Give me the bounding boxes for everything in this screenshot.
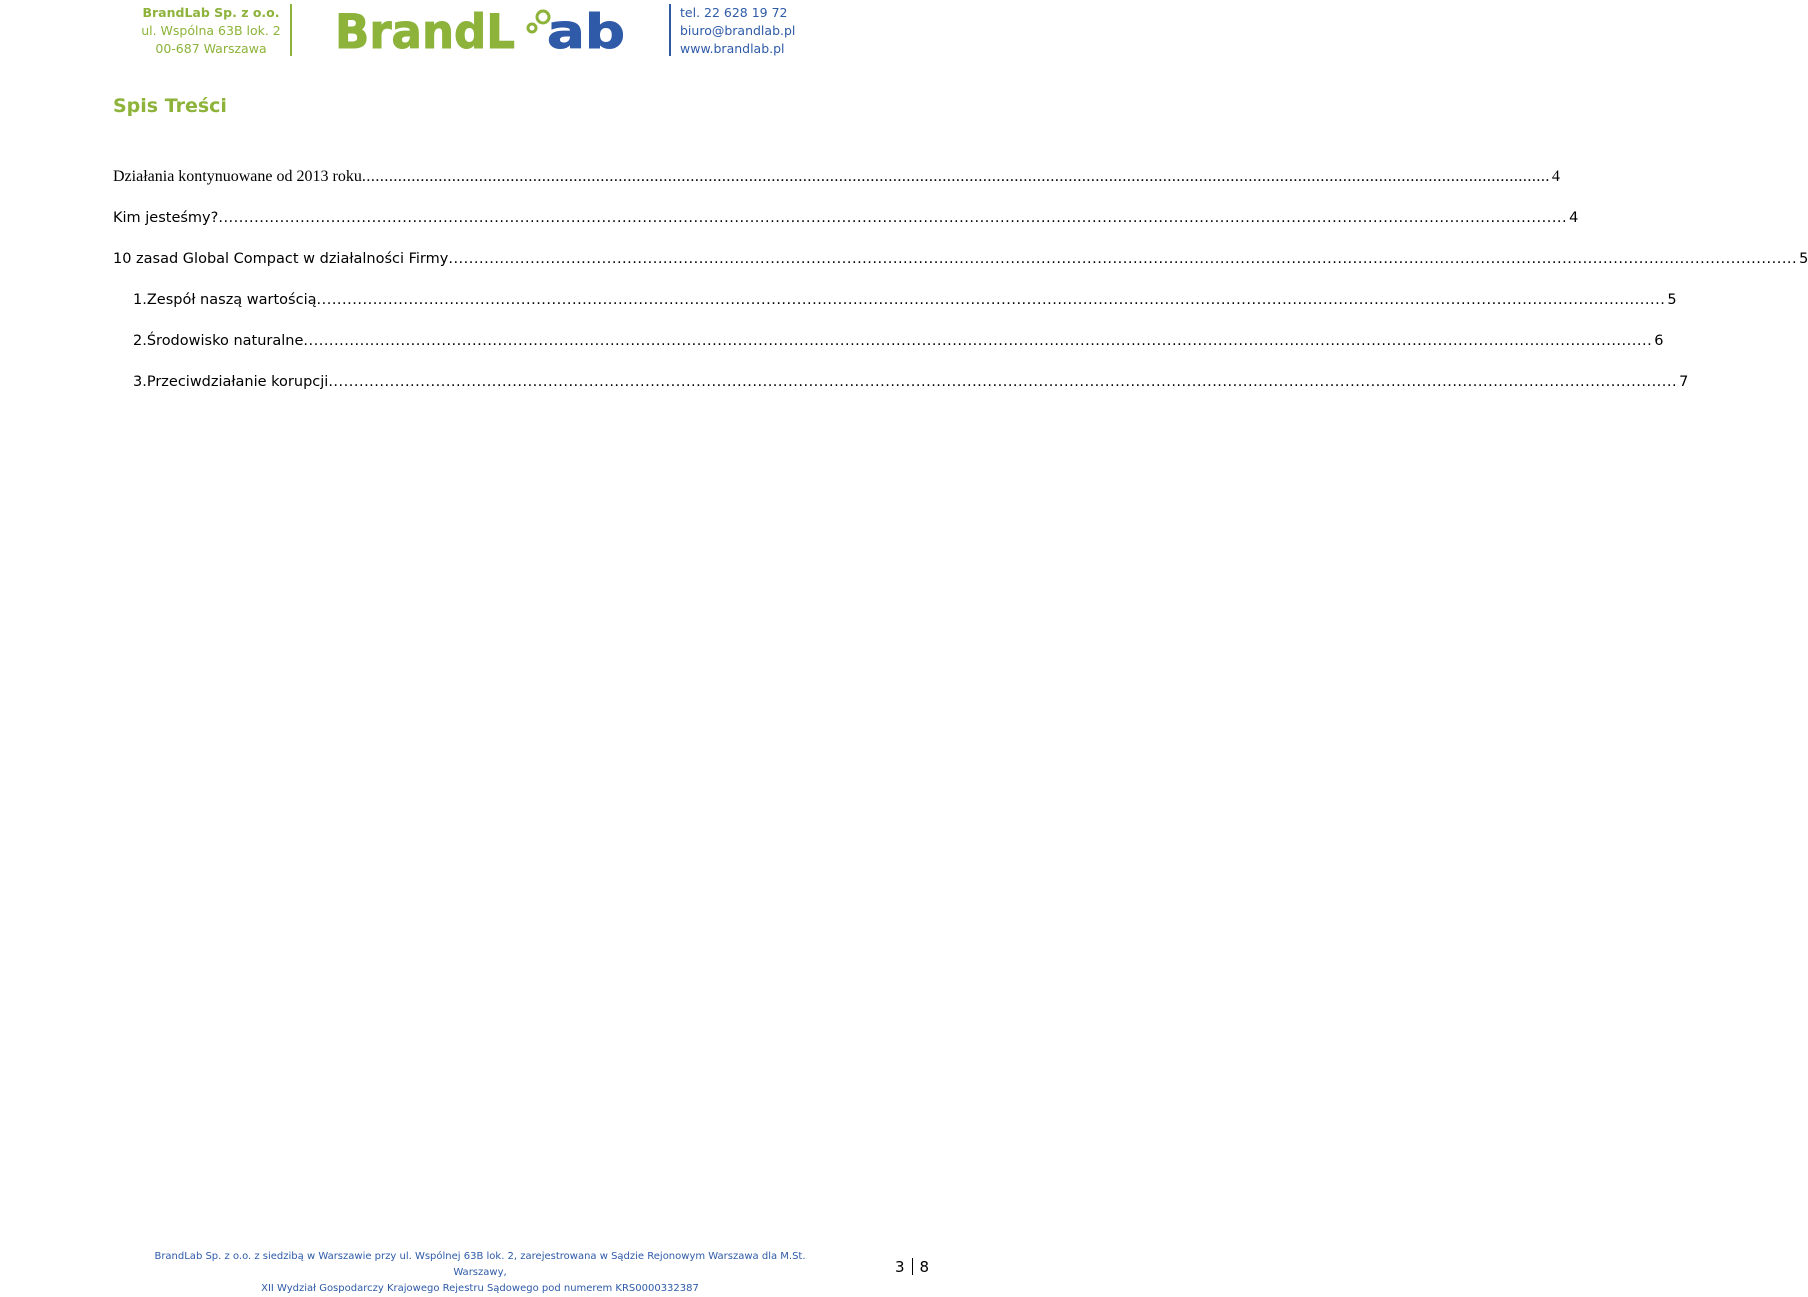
company-name: BrandLab Sp. z o.o. xyxy=(142,5,280,20)
page-number xyxy=(895,1258,929,1276)
brandlab-logo xyxy=(335,4,627,60)
contact-phone: tel. 22 628 19 72 xyxy=(680,5,788,20)
header-divider-left xyxy=(290,4,292,56)
toc-entry-page: 4 xyxy=(1551,168,1560,185)
toc-entry[interactable] xyxy=(113,289,1677,311)
toc-leader-dots xyxy=(303,330,1652,352)
toc-leader-dots xyxy=(218,207,1567,229)
toc-leader-dots xyxy=(317,289,1666,311)
toc-heading: Spis Treści xyxy=(113,95,227,117)
toc-entry-page: 4 xyxy=(1569,210,1579,226)
footer-line-1: BrandLab Sp. z o.o. z siedzibą w Warszawie przy ul. Wspólnej 63B lok. 2, zarejestrowana w Sądzie Rejonowym Warszawa dla M.St. Warszawy, xyxy=(154,1251,806,1278)
toc-leader-dots xyxy=(448,248,1797,270)
toc-entry-title: Kim jesteśmy? xyxy=(113,210,219,226)
toc-entry[interactable] xyxy=(113,166,1560,188)
page-current: 3 xyxy=(895,1258,905,1276)
toc-entry-page: 7 xyxy=(1679,374,1689,390)
toc-entry[interactable] xyxy=(113,330,1664,352)
toc-entry[interactable] xyxy=(113,371,1689,393)
header-contact xyxy=(680,4,840,58)
contact-email[interactable]: biuro@brandlab.pl xyxy=(680,23,796,38)
toc-entry-number: 2. xyxy=(133,333,147,349)
footer-line-2: XII Wydział Gospodarczy Krajowego Rejestru Sądowego pod numerem KRS0000332387 xyxy=(261,1283,699,1294)
toc-entry[interactable] xyxy=(113,248,1808,270)
company-city: 00-687 Warszawa xyxy=(155,41,267,56)
toc-entry-page: 5 xyxy=(1667,292,1677,308)
toc-entry-title: Środowisko naturalne xyxy=(146,333,304,349)
toc-leader-dots xyxy=(328,371,1677,393)
toc-entry-page: 5 xyxy=(1799,251,1808,267)
toc-entry-number: 3. xyxy=(133,374,147,390)
svg-text:BrandL: BrandL xyxy=(335,5,515,60)
toc-leader-dots xyxy=(362,166,1550,188)
page-footer xyxy=(140,1249,820,1297)
svg-text:ab: ab xyxy=(547,5,625,60)
company-street: ul. Wspólna 63B lok. 2 xyxy=(141,23,281,38)
toc-entry-title: Działania kontynuowane od 2013 roku xyxy=(113,168,362,185)
toc-entry-title: 10 zasad Global Compact w działalności Firmy xyxy=(113,251,449,267)
header-divider-right xyxy=(669,4,671,56)
toc-entry-title: Zespół naszą wartością xyxy=(146,292,317,308)
header-address xyxy=(140,4,282,58)
page-total: 8 xyxy=(919,1258,930,1276)
toc-entry-number: 1. xyxy=(133,292,147,308)
toc-entry[interactable] xyxy=(113,207,1579,229)
contact-website[interactable]: www.brandlab.pl xyxy=(680,41,785,56)
toc-entry-page: 6 xyxy=(1654,333,1664,349)
toc-entry-title: Przeciwdziałanie korupcji xyxy=(146,374,329,390)
page-number-separator xyxy=(912,1258,913,1275)
